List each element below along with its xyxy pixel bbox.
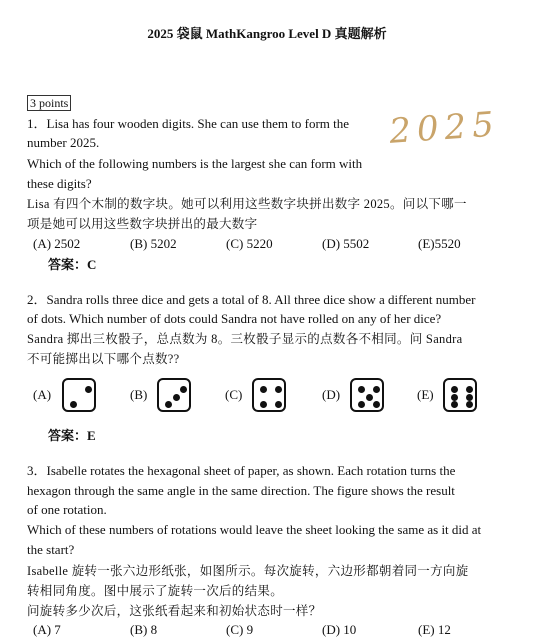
q1-answer: 答案：C	[48, 257, 97, 272]
q2-text-line-cn: 不可能掷出以下哪个点数??	[27, 352, 180, 366]
die-face-6	[443, 378, 477, 412]
die-pip	[373, 386, 380, 393]
die-pip	[358, 386, 365, 393]
die-pip	[366, 394, 373, 401]
q3-option-e: (E) 12	[418, 622, 451, 637]
q1-text-line: 1．Lisa has four wooden digits. She can use them to form the	[27, 116, 350, 131]
die-pip	[180, 386, 187, 393]
dice-option-label: (B)	[130, 387, 148, 402]
q3-text-line: Which of these numbers of rotations would leave the sheet looking the same as it did at	[27, 522, 482, 537]
q2-text-line: 2．Sandra rolls three dice and gets a total of 8. All three dice show a different number	[27, 292, 476, 307]
q1-option-a: (A) 2502	[33, 236, 81, 251]
die-pip	[451, 386, 458, 393]
die-pip	[358, 401, 365, 408]
q3-text-line: the start?	[27, 542, 75, 557]
die-pip	[260, 386, 267, 393]
die-pip	[466, 386, 473, 393]
q3-text-line: 3．Isabelle rotates the hexagonal sheet of paper, as shown. Each rotation turns the	[27, 463, 456, 478]
q1-text-line: Which of the following numbers is the largest she can form with	[27, 156, 363, 171]
q3-text-line-cn: 问旋转多少次后，这张纸看起来和初始状态时一样？	[27, 604, 322, 618]
q1-text-line: these digits?	[27, 176, 92, 191]
q3-text-line: hexagon through the same angle in the same direction. The figure shows the result	[27, 483, 455, 498]
dice-option-label: (E)	[417, 387, 434, 402]
die-face-4	[252, 378, 286, 412]
die-pip	[70, 401, 77, 408]
points-label: 3 points	[27, 95, 71, 111]
year-decoration: 2025	[388, 104, 502, 152]
die-pip	[165, 401, 172, 408]
q1-option-b: (B) 5202	[130, 236, 177, 251]
die-pip	[451, 401, 458, 408]
die-pip	[451, 394, 458, 401]
q1-text-line-cn: 项是她可以用这些数字块拼出的最大数字	[27, 217, 258, 231]
die-pip	[466, 401, 473, 408]
q1-option-c: (C) 5220	[226, 236, 273, 251]
q3-text-line-cn: 转相同角度。图中展示了旋转一次后的结果。	[27, 584, 284, 598]
die-face-2	[62, 378, 96, 412]
die-pip	[173, 394, 180, 401]
q1-text-line-cn: Lisa 有四个木制的数字块。她可以利用这些数字块拼出数字 2025。问以下哪一	[27, 197, 467, 211]
q1-option-e: (E)5520	[418, 236, 461, 251]
q2-text-line: of dots. Which number of dots could Sandra not have rolled on any of her dice?	[27, 311, 442, 326]
dice-option-label: (D)	[322, 387, 341, 402]
q3-option-b: (B) 8	[130, 622, 158, 637]
dice-option-label: (C)	[225, 387, 243, 402]
page-title: 2025 袋鼠 MathKangroo Level D 真题解析	[147, 26, 387, 41]
die-pip	[85, 386, 92, 393]
q3-text-line: of one rotation.	[27, 502, 107, 517]
die-face-3	[157, 378, 191, 412]
q1-option-d: (D) 5502	[322, 236, 370, 251]
die-pip	[373, 401, 380, 408]
q3-text-line-cn: Isabelle 旋转一张六边形纸张，如图所示。每次旋转，六边形都朝着同一方向旋	[27, 564, 469, 578]
die-pip	[275, 386, 282, 393]
q3-option-c: (C) 9	[226, 622, 254, 637]
q2-text-line-cn: Sandra 掷出三枚骰子，总点数为 8。三枚骰子显示的点数各不相同。问 Sandra	[27, 332, 463, 346]
die-pip	[260, 401, 267, 408]
q3-option-d: (D) 10	[322, 622, 357, 637]
die-pip	[275, 401, 282, 408]
dice-option-label: (A)	[33, 387, 52, 402]
q2-answer: 答案：E	[48, 428, 96, 443]
q1-text-line: number 2025.	[27, 135, 100, 150]
q3-option-a: (A) 7	[33, 622, 61, 637]
die-pip	[466, 394, 473, 401]
die-face-5	[350, 378, 384, 412]
